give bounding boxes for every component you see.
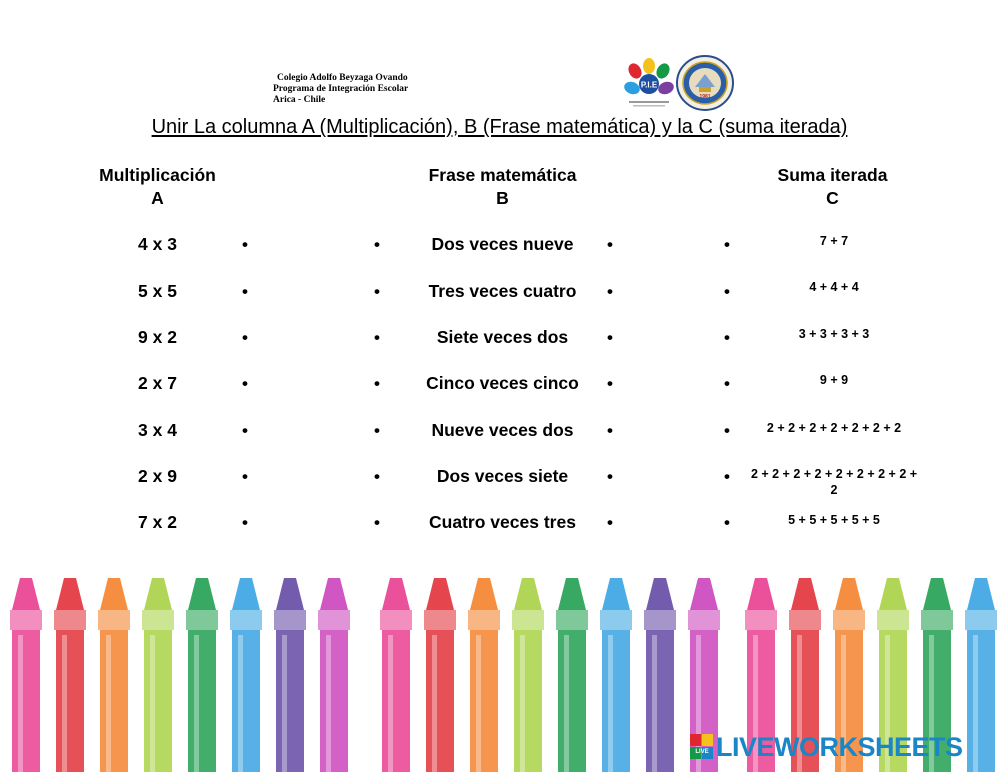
liveworksheets-mark-icon xyxy=(690,734,714,760)
match-dot-a[interactable]: • xyxy=(242,513,248,532)
school-name: Colegio Adolfo Beyzaga Ovando xyxy=(277,73,408,83)
column-c-header xyxy=(755,164,910,210)
match-dot-a[interactable]: • xyxy=(242,467,248,486)
match-dot-a[interactable]: • xyxy=(242,374,248,393)
column-a-title: Multiplicación xyxy=(99,165,216,185)
match-dot-b-left[interactable]: • xyxy=(374,328,380,347)
crayon-marker xyxy=(468,578,500,772)
multiplication-item: 9 x 2 xyxy=(138,327,177,347)
pie-logo xyxy=(623,57,675,109)
program-name: Programa de Integración Escolar xyxy=(273,84,409,94)
match-dot-c[interactable]: • xyxy=(724,282,730,301)
liveworksheets-wordmark: LIVEWORKSHEETS xyxy=(716,731,963,762)
phrase-item: Siete veces dos xyxy=(436,327,569,347)
match-dot-c[interactable]: • xyxy=(724,421,730,440)
liveworksheets-mark-text: LIVE xyxy=(695,749,709,755)
crayon-marker xyxy=(98,578,130,772)
crayon-marker xyxy=(556,578,588,772)
match-dot-b-right[interactable]: • xyxy=(607,421,613,440)
multiplication-item: 5 x 5 xyxy=(138,281,177,301)
match-dot-c[interactable]: • xyxy=(724,513,730,532)
worksheet-title: Unir La columna A (Multiplicación), B (Frase matemática) y la C (suma iterada) xyxy=(151,116,848,138)
seal-year: 1981 xyxy=(699,94,711,100)
match-dot-b-left[interactable]: • xyxy=(374,235,380,254)
crayon-marker xyxy=(318,578,350,772)
multiplication-item: 7 x 2 xyxy=(138,512,177,532)
school-header xyxy=(273,73,408,106)
column-c-title: Suma iterada xyxy=(777,165,888,185)
pie-logo-text: P.I.E xyxy=(640,80,658,90)
crayon-marker xyxy=(424,578,456,772)
match-dot-b-left[interactable]: • xyxy=(374,467,380,486)
crayon-marker xyxy=(10,578,42,772)
match-dot-b-right[interactable]: • xyxy=(607,328,613,347)
iterated-sum-item: 9 + 9 xyxy=(819,373,849,387)
phrase-item: Tres veces cuatro xyxy=(428,281,577,301)
match-dot-b-left[interactable]: • xyxy=(374,374,380,393)
iterated-sum-item: 2 + 2 + 2 + 2 + 2 + 2 + 2 + 2 + 2 xyxy=(750,467,918,497)
crayon-marker xyxy=(965,578,997,772)
iterated-sum-item: 3 + 3 + 3 + 3 xyxy=(798,327,870,341)
match-dot-b-right[interactable]: • xyxy=(607,374,613,393)
column-c-letter: C xyxy=(826,188,839,208)
liveworksheets-logo[interactable] xyxy=(690,732,963,762)
match-dot-b-left[interactable]: • xyxy=(374,513,380,532)
match-dot-b-right[interactable]: • xyxy=(607,513,613,532)
match-dot-c[interactable]: • xyxy=(724,467,730,486)
iterated-sum-item: 4 + 4 + 4 xyxy=(809,280,859,294)
iterated-sum-item: 2 + 2 + 2 + 2 + 2 + 2 + 2 xyxy=(766,421,902,435)
column-b-title: Frase matemática xyxy=(428,165,577,185)
column-b-header xyxy=(395,164,610,210)
crayon-marker xyxy=(230,578,262,772)
match-dot-b-left[interactable]: • xyxy=(374,421,380,440)
multiplication-item: 2 x 9 xyxy=(138,466,177,486)
crayon-marker xyxy=(600,578,632,772)
match-dot-a[interactable]: • xyxy=(242,282,248,301)
column-a-header xyxy=(85,164,230,210)
match-dot-a[interactable]: • xyxy=(242,421,248,440)
crayon-marker xyxy=(644,578,676,772)
hands-icon xyxy=(623,58,675,96)
crayon-marker xyxy=(274,578,306,772)
phrase-item: Cinco veces cinco xyxy=(426,373,579,393)
column-a-letter: A xyxy=(151,188,164,208)
phrase-item: Cuatro veces tres xyxy=(429,512,576,532)
phrase-item: Nueve veces dos xyxy=(431,420,574,440)
match-dot-b-left[interactable]: • xyxy=(374,282,380,301)
match-dot-a[interactable]: • xyxy=(242,328,248,347)
match-dot-b-right[interactable]: • xyxy=(607,467,613,486)
match-dot-c[interactable]: • xyxy=(724,374,730,393)
multiplication-item: 4 x 3 xyxy=(138,234,177,254)
match-dot-a[interactable]: • xyxy=(242,235,248,254)
iterated-sum-item: 5 + 5 + 5 + 5 + 5 xyxy=(788,513,880,527)
crayon-marker xyxy=(142,578,174,772)
column-b-letter: B xyxy=(496,188,509,208)
crayon-marker xyxy=(380,578,412,772)
school-location: Arica - Chile xyxy=(273,95,326,105)
crayon-marker xyxy=(512,578,544,772)
phrase-item: Dos veces siete xyxy=(436,466,569,486)
crayon-marker xyxy=(186,578,218,772)
school-seal xyxy=(675,54,735,112)
multiplication-item: 3 x 4 xyxy=(138,420,177,440)
crayon-marker xyxy=(54,578,86,772)
multiplication-item: 2 x 7 xyxy=(138,373,177,393)
match-dot-c[interactable]: • xyxy=(724,235,730,254)
match-dot-b-right[interactable]: • xyxy=(607,282,613,301)
match-dot-c[interactable]: • xyxy=(724,328,730,347)
iterated-sum-item: 7 + 7 xyxy=(819,234,849,248)
phrase-item: Dos veces nueve xyxy=(431,234,574,254)
match-dot-b-right[interactable]: • xyxy=(607,235,613,254)
